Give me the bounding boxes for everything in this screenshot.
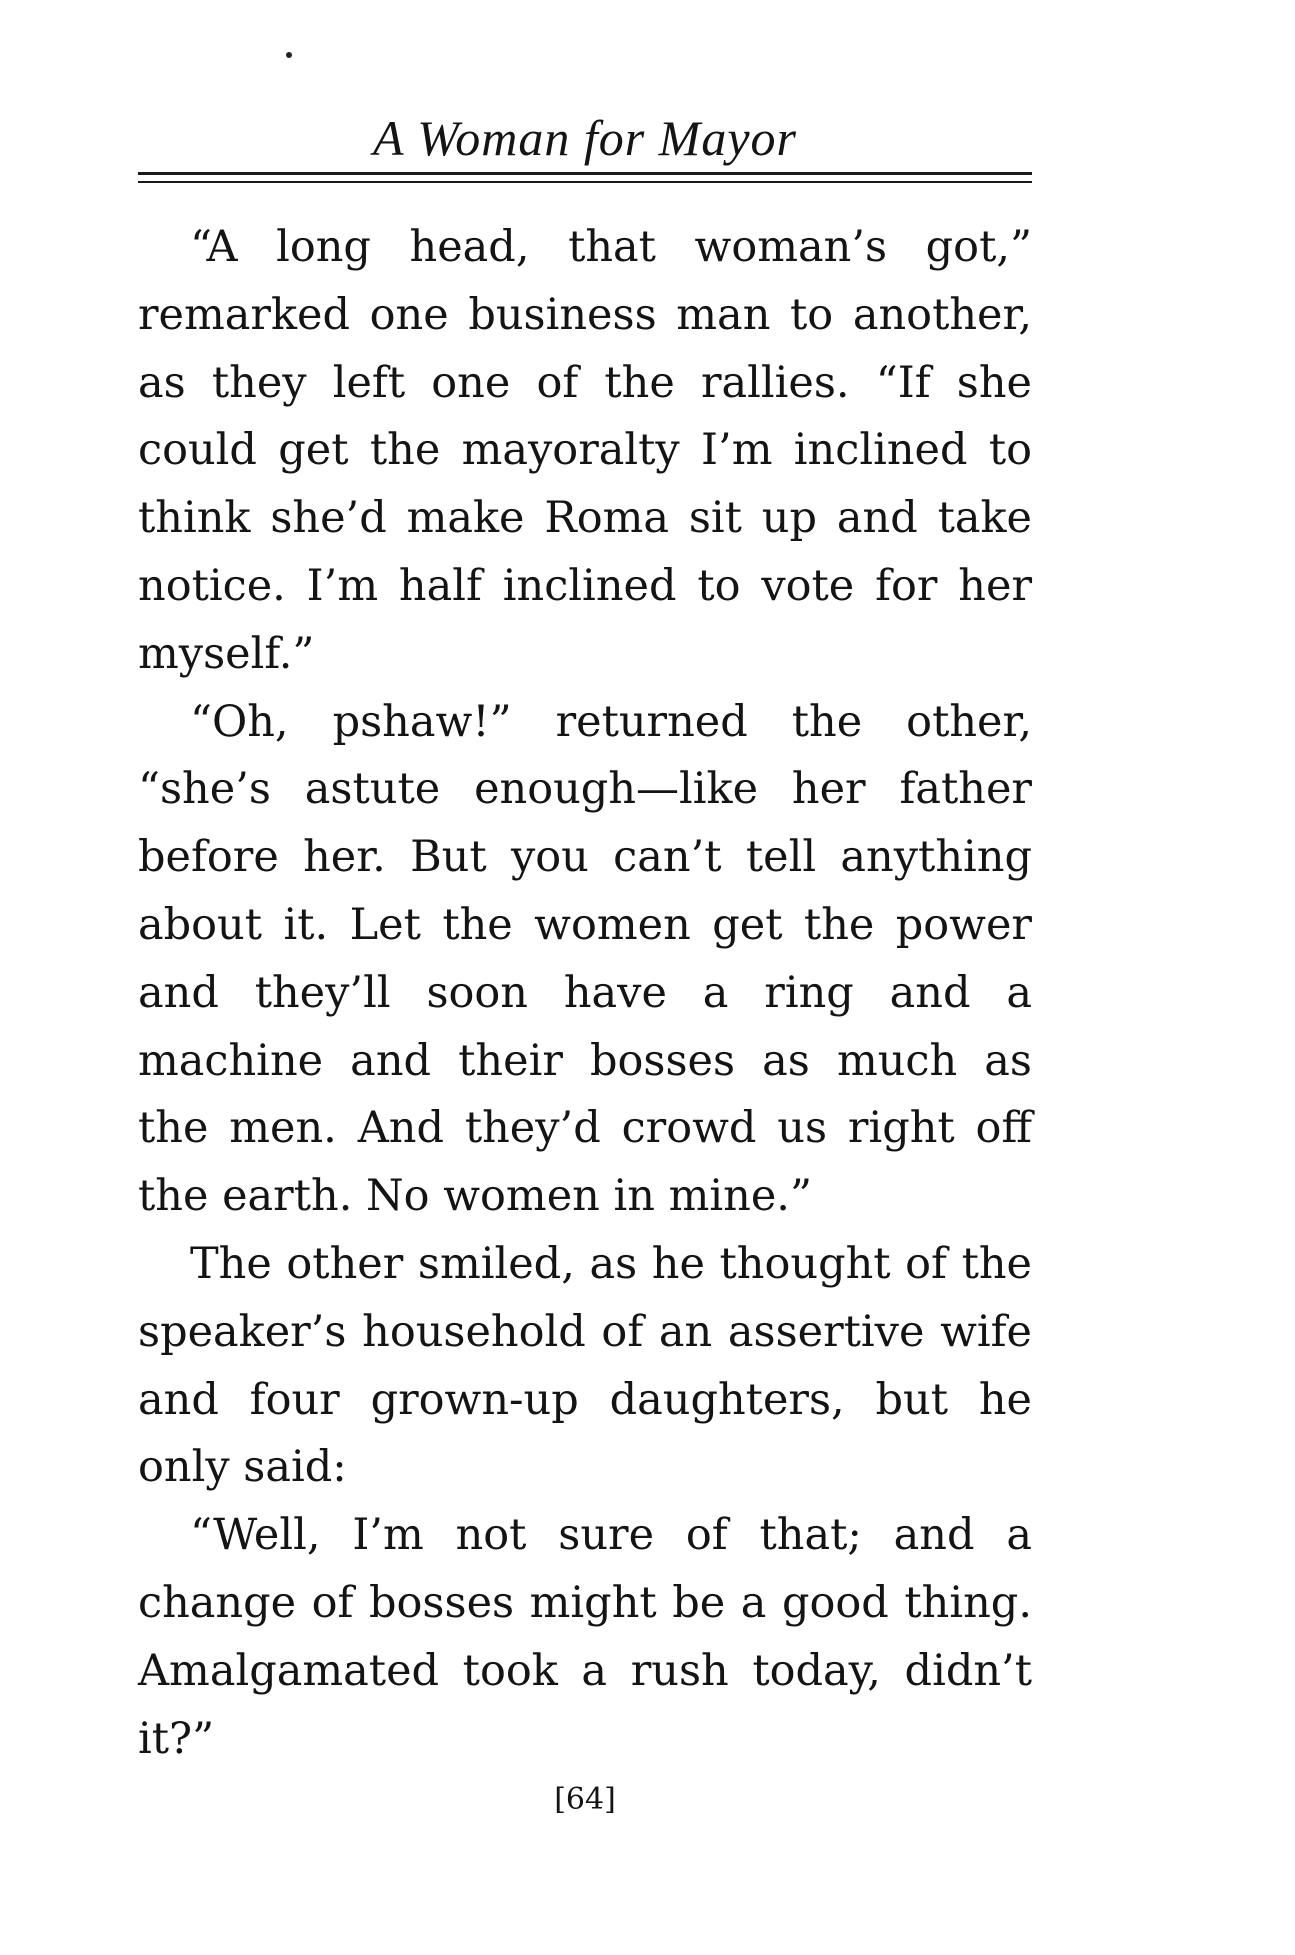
running-head: A Woman for Mayor	[373, 110, 797, 166]
page-number: [64]	[554, 1782, 616, 1817]
paragraph: The other smiled, as he thought of the speaker’s household of an assertive wife and four grown-up daughters, but he only said:	[138, 1238, 1032, 1493]
ink-speck	[286, 52, 292, 58]
paragraph: “Well, I’m not sure of that; and a change of bosses might be a good thing. Amalgamated took a rush today, didn’t it?”	[138, 1510, 1032, 1764]
paragraph: “Oh, pshaw!” returned the other, “she’s astute enough—like her father before her. But you can’t tell anything about it. Let the women get the power and they’ll soon have a ring and a machine and their bosses as much as the men. And they’d crowd us right off the earth. No women in mine.”	[138, 696, 1032, 1222]
paragraph: “A long head, that woman’s got,” remarked one business man to another, as they left one of the rallies. “If she could get the mayoralty I’m inclined to think she’d make Roma sit up and take notice. I’m half inclined to vote for her myself.”	[138, 222, 1032, 679]
page-body	[138, 214, 1032, 1773]
header-rule-top	[138, 172, 1032, 175]
header-rule-bottom	[138, 181, 1032, 183]
